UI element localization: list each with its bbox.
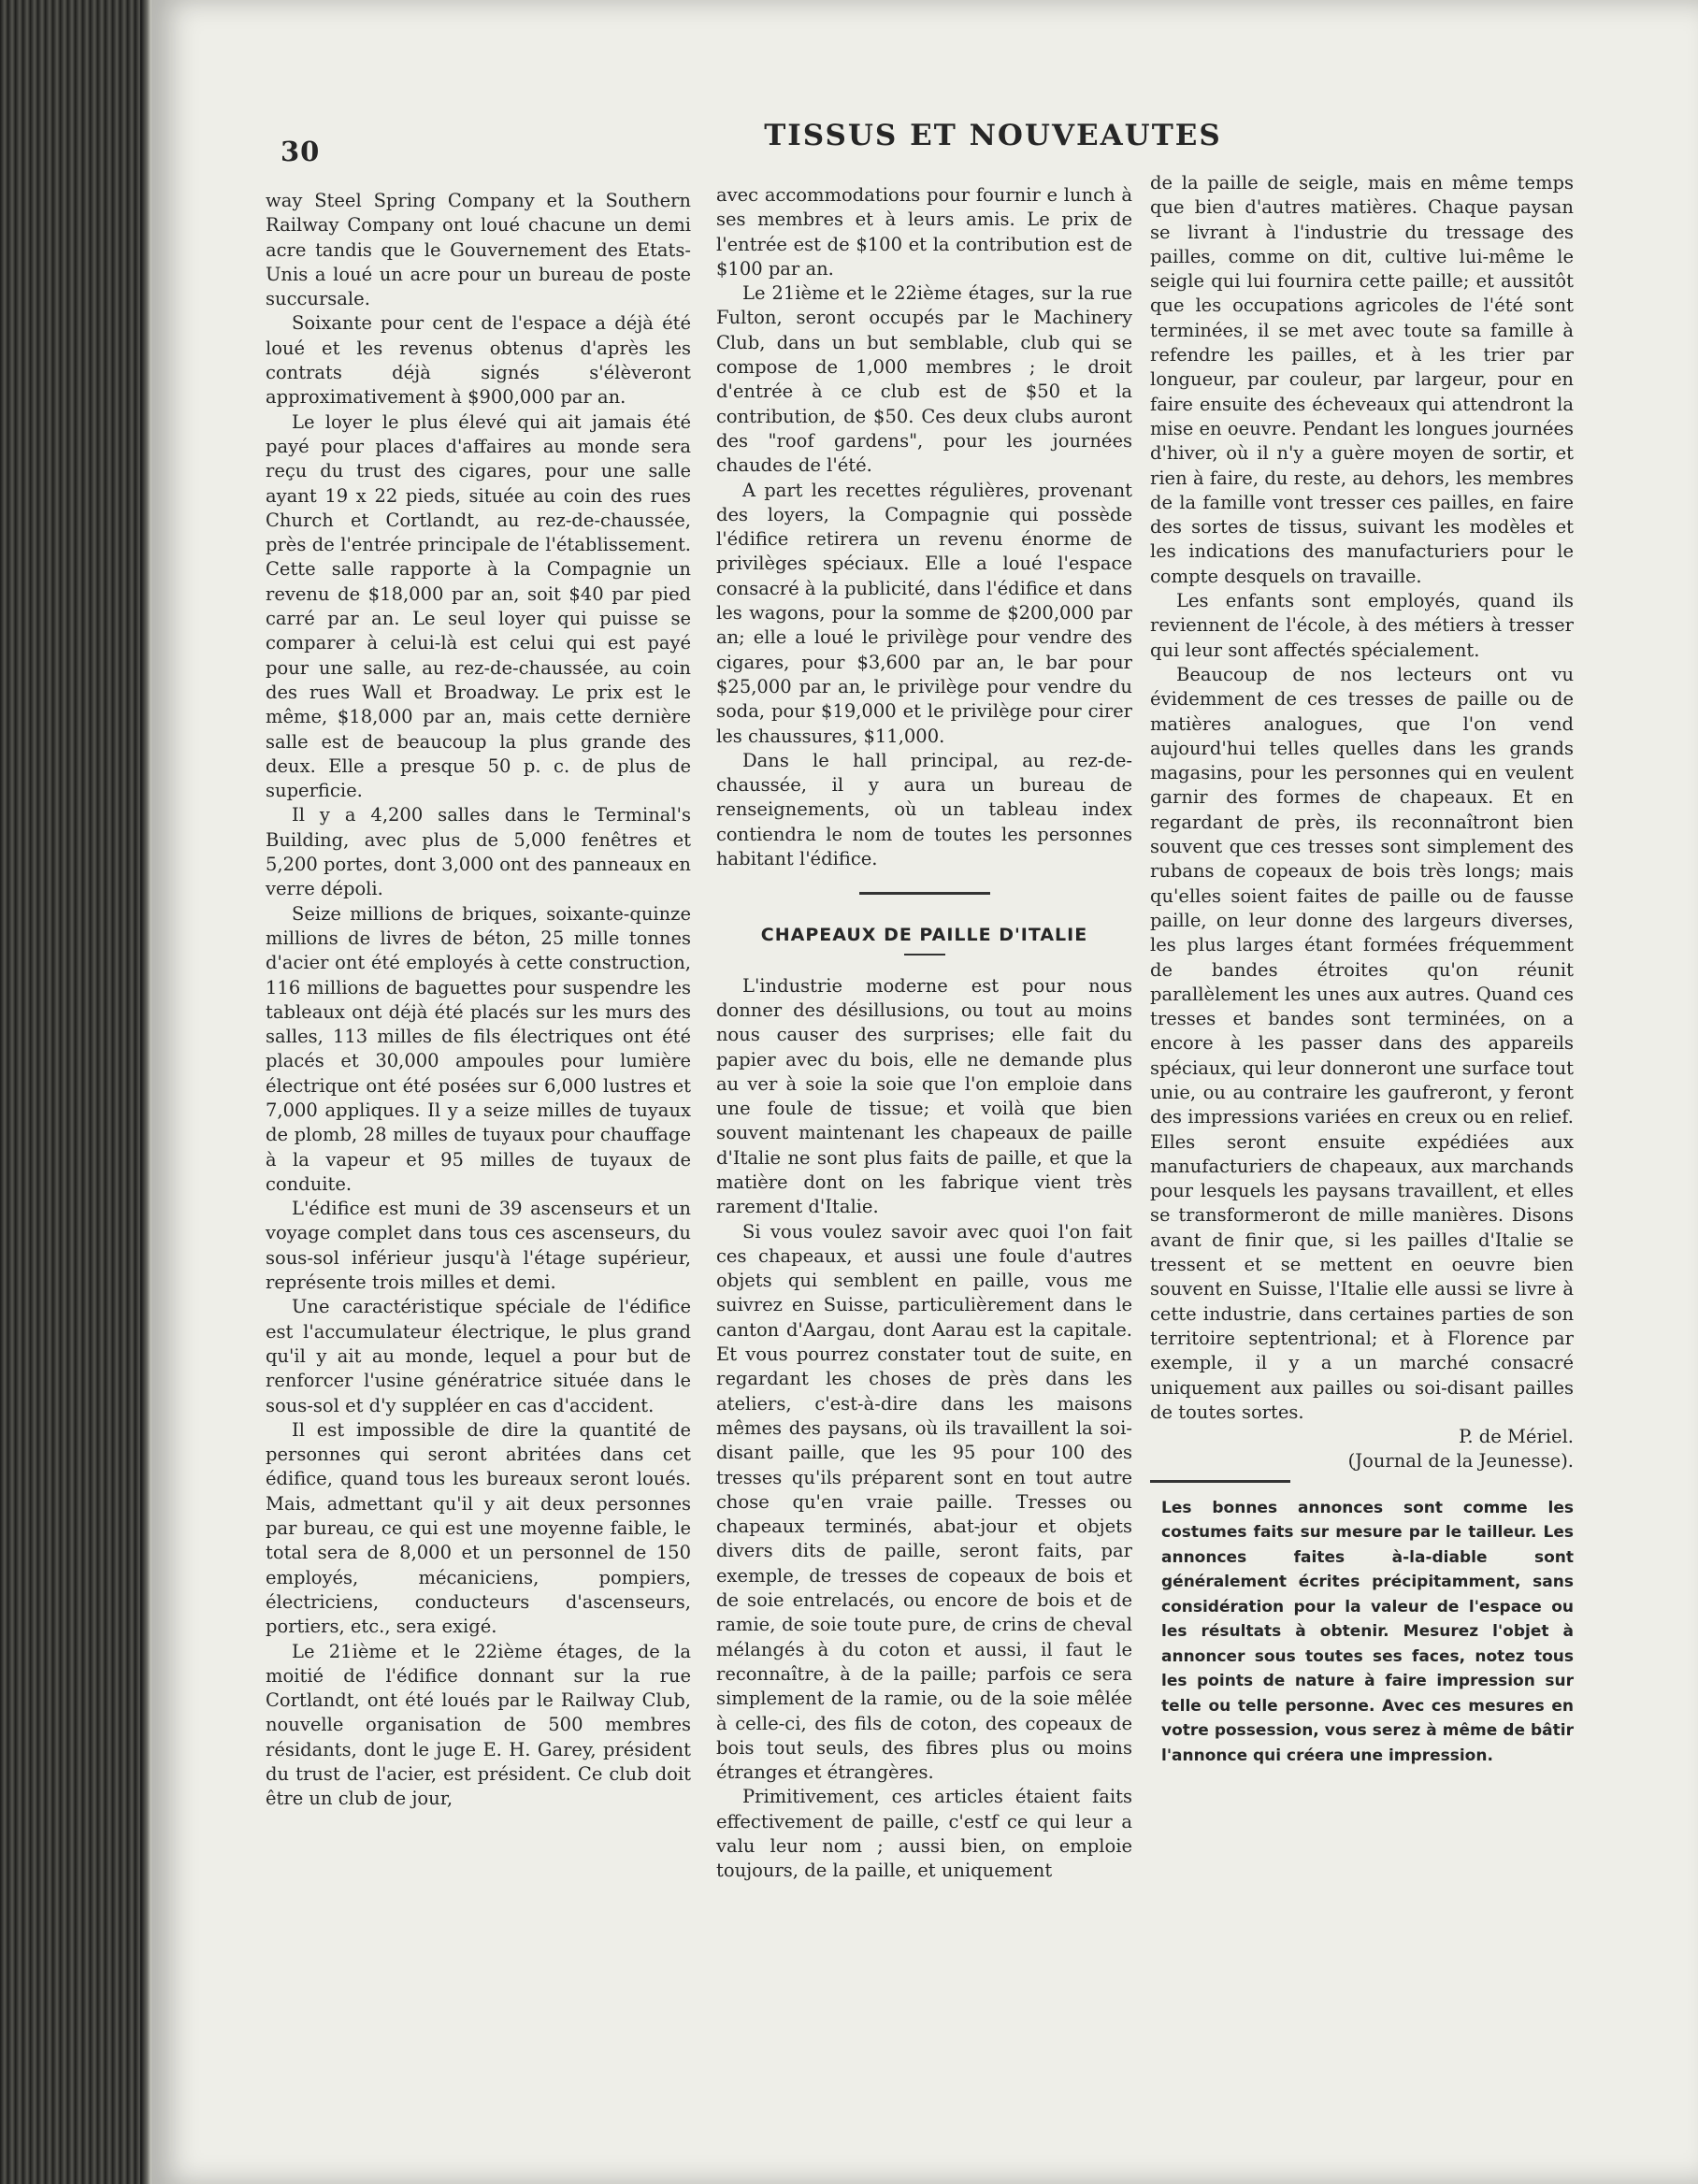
advertisement-note: Les bonnes annonces sont comme les costumes faits sur mesure par le tailleur. Les annonces faites à-la-diable sont généralement écrites précipitamment, sans considération pour la valeur de l'espace ou les résultats à obtenir. Mesurez l'objet à annoncer sous toutes ses faces, notez tous les points de nature à faire impression sur telle ou telle personne. Avec ces mesures en votre possession, vous serez à même de bâtir l'annonce qui créera une impression. [1161,1498,1574,1765]
column-1 [266,189,691,1812]
paragraph: Le loyer le plus élevé qui ait jamais été payé pour places d'affaires au monde sera reçu du trust des cigares, pour une salle ayant 19 x 22 pieds, située au coin des rues Church et Cortlandt, au rez-de-chaussée, près de l'entrée principale de l'établissement. Cette salle rapporte à la Compagnie un revenu de $18,000 par an, soit $40 par pied carré par an. Le seul loyer qui puisse se comparer à celui-là est celui qui est payé pour une salle, au rez-de-chaussée, au coin des rues Wall et Broadway. Le prix est le même, $18,000 par an, mais cette dernière salle est de beaucoup la plus grande des deux. Elle a presque 50 p. c. de plus de superficie. [266,410,691,802]
book-page-stack [0,0,150,2184]
column-3 [1150,171,1574,1768]
paragraph: Une caractéristique spéciale de l'édifice est l'accumulateur électrique, le plus grand qu'il y ait au monde, lequel a pour but de renforcer l'usine génératrice située dans le sous-sol et d'y suppléer en cas d'accident. [266,1296,691,1416]
ad-divider [1150,1480,1290,1483]
paragraph: Primitivement, ces articles étaient faits effectivement de paille, c'estf ce qui leur a valu leur nom ; aussi bien, on emploie toujours, de la paille, et uniquement [716,1786,1132,1882]
paragraph: L'édifice est muni de 39 ascenseurs et un voyage complet dans tous ces ascenseurs, du sous-sol inférieur jusqu'à l'étage supérieur, représente trois milles et demi. [266,1198,691,1294]
paragraph: Si vous voulez savoir avec quoi l'on fait ces chapeaux, et aussi une foule d'autres objets qui semblent en paille, vous me suivrez en Suisse, particulièrement dans le canton d'Aargau, dont Aarau est la capitale. Et vous pourrez constater tout de suite, en regardant les choses de près dans les ateliers, c'est-à-dire dans les maisons mêmes des paysans, où ils travaillent la soi-disant paille, que les 95 pour 100 des tresses qu'ils préparent sont en tout autre chose qu'en vraie paille. Tresses ou chapeaux terminés, abat-jour et objets divers dits de paille, seront faits, par exemple, de tresses de copeaux de bois et de soie entrelacés, ou encore de bois et de ramie, de soie toute pure, de crins de cheval mélangés à du coton et aussi, il faut le reconnaître, à de la paille; parfois ce sera simplement de la ramie, ou de la soie mêlée à celle-ci, des fils de coton, des copeaux de bois tout seuls, des fibres plus ou moins étranges et étrangères. [716,1220,1132,1784]
column-3-paragraphs [1150,171,1574,1425]
magazine-page [151,0,1698,2184]
book-gutter [140,0,151,2184]
column-2-paragraphs [716,183,1132,871]
section-divider [859,892,990,895]
paragraph: L'industrie moderne est pour nous donner des désillusions, ou tout au moins nous causer des surprises; elle fait du papier avec du bois, elle ne demande plus au ver à soie la soie que l'on emploie dans une foule de tissue; et voilà que bien souvent maintenant les chapeaux de paille d'Italie ne sont plus faits de paille, et que la matière dont on les fabrique vient très rarement d'Italie. [716,974,1132,1218]
paragraph: Le 21ième et le 22ième étages, de la moitié de l'édifice donnant sur la rue Cortlandt, ont été loués par le Railway Club, nouvelle organisation de 500 membres résidants, dont le juge E. H. Garey, président du trust de l'acier, est président. Ce club doit être un club de jour, [266,1640,691,1810]
paragraph: Il est impossible de dire la quantité de personnes qui seront abritées dans cet édifice, quand tous les bureaux seront loués. Mais, admettant qu'il y ait deux personnes par bureau, ce qui est une moyenne faible, le total sera de 8,000 et un personnel de 150 employés, mécaniciens, pompiers, électriciens, conducteurs d'ascenseurs, portiers, etc., sera exigé. [266,1418,691,1638]
paragraph: Les enfants sont employés, quand ils reviennent de l'école, à des métiers à tresser qui leur sont affectés spécialement. [1150,590,1574,661]
signature-author: P. de Mériel. [1459,1426,1574,1448]
paragraph: A part les recettes régulières, provenant des loyers, la Compagnie qui possède l'édifice retirera un revenu énorme de privilèges spéciaux. Elle a loué l'espace consacré à la publicité, dans l'édifice et dans les wagons, pour la somme de $200,000 par an; elle a loué le privilège pour vendre des cigares, pour $3,600 par an, le bar pour $25,000 par an, le privilège pour vendre du soda, pour $19,000 et le privilège pour cirer les chaussures, $11,000. [716,479,1132,747]
title-underline [904,954,945,956]
paragraph: de la paille de seigle, mais en même temps que bien d'autres matières. Chaque paysan se livrant à l'industrie du tressage des pailles, comme on dit, cultive lui-même le seigle qui lui fournira cette paille; et aussitôt que les occupations agricoles de l'été sont terminées, il se met avec toute sa famille à refendre les pailles, et à les trier par longueur, par couleur, par largeur, pour en faire ensuite des écheveaux qui attendront la mise en oeuvre. Pendant les longues journées d'hiver, où il n'y a guère moyen de sortir, et rien à faire, du reste, au dehors, les membres de la famille vont tresser ces pailles, en faire des sortes de tissus, suivant les modèles et les indications des manufacturiers pour le compte desquels on travaille. [1150,172,1574,587]
page-number: 30 [281,136,321,167]
column-2 [716,183,1132,1884]
paragraph: way Steel Spring Company et la Southern Railway Company ont loué chacune un demi acre tandis que le Gouvernement des Etats-Unis a loué un acre pour un bureau de poste succursale. [266,190,691,310]
running-head: TISSUS ET NOUVEAUTES [764,119,1222,152]
paragraph: avec accommodations pour fournir e lunch à ses membres et à leurs amis. Le prix de l'entrée est de $100 et la contribution est de $100 par an. [716,184,1132,280]
paragraph: Seize millions de briques, soixante-quinze millions de livres de béton, 25 mille tonnes d'acier ont été employés à cette construction, 116 millions de baguettes pour suspendre les tableaux ont déjà été placés sur les murs des salles, 113 milles de fils électriques ont été placés et 30,000 ampoules pour lumière électrique ont été posées sur 6,000 lustres et 7,000 appliques. Il y a seize milles de tuyaux de plomb, 28 milles de tuyaux pour chauffage à la vapeur et 95 milles de tuyaux de conduite. [266,902,691,1195]
signature-source: (Journal de la Jeunesse). [1347,1450,1574,1473]
paragraph: Beaucoup de nos lecteurs ont vu évidemment de ces tresses de paille ou de matières analogues, que l'on vend aujourd'hui telles quelles dans les grands magasins, pour les personnes qui en veulent garnir des formes de chapeaux. Et en regardant de près, ils reconnaîtront bien souvent que ces tresses sont simplement des rubans de copeaux de bois très longs; mais qu'elles soient faites de paille ou de fausse paille, on leur donne des largeurs diverses, les plus larges étant formées fréquemment de bandes étroites qu'on réunit parallèlement les unes aux autres. Quand ces tresses et bandes sont terminées, on a encore à les passer dans des appareils spéciaux, qui leur donneront une surface tout unie, ou au contraire les gaufreront, y feront des impressions variées en creux ou en relief. Elles seront ensuite expédiées aux manufacturiers de chapeaux, aux marchands pour lesquels les paysans travaillent, et elles se transformeront de mille manières. Disons avant de finir que, si les pailles d'Italie se tressent et se mettent en oeuvre bien souvent en Suisse, l'Italie elle aussi se livre à cette industrie, dans certaines parties de son territoire septentrional; et à Florence par exemple, il y a un marché consacré uniquement aux pailles ou soi-disant pailles de toutes sortes. [1150,663,1574,1423]
paragraph: Le 21ième et le 22ième étages, sur la rue Fulton, seront occupés par le Machinery Club, dans un but semblable, club qui se compose de 1,000 membres ; le droit d'entrée à ce club est de $50 et la contribution, de $50. Ces deux clubs auront des "roof gardens", pour les journées chaudes de l'été. [716,282,1132,477]
paragraph: Il y a 4,200 salles dans le Terminal's Building, avec plus de 5,000 fenêtres et 5,200 portes, dont 3,000 ont des panneaux en verre dépoli. [266,804,691,900]
section-body [716,974,1132,1884]
paragraph: Dans le hall principal, au rez-de-chaussée, il y aura un bureau de renseignements, où un tableau index contiendra le nom de toutes les personnes habitant l'édifice. [716,749,1132,870]
section-title: CHAPEAUX DE PAILLE D'ITALIE [760,925,1088,946]
paragraph: Soixante pour cent de l'espace a déjà été loué et les revenus obtenus d'après les contrats déjà signés s'élèveront approximativement à $900,000 par an. [266,312,691,409]
